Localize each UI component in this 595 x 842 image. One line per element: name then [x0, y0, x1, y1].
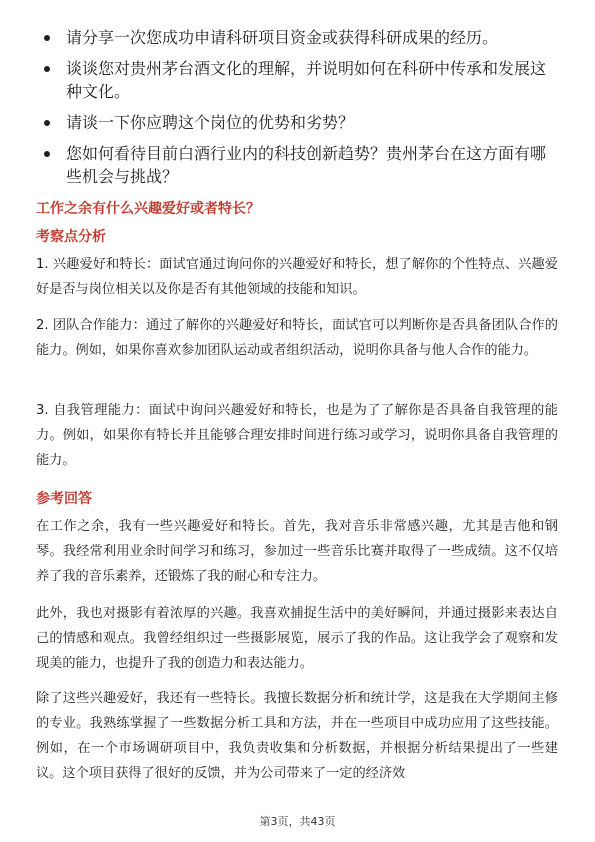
analysis-item: 1. 兴趣爱好和特长：面试官通过询问你的兴趣爱好和特长，想了解你的个性特点、兴趣爱好是否与岗位相关以及你是否有其他领域的技能和知识。	[36, 257, 558, 297]
bullet-icon	[44, 66, 50, 72]
question-list	[40, 26, 558, 196]
answer-heading: 参考回答	[36, 491, 92, 507]
list-item: 请分享一次您成功申请科研项目资金或获得科研成果的经历。	[40, 26, 558, 49]
bullet-icon	[44, 35, 50, 41]
question-title: 工作之余有什么兴趣爱好或者特长？	[36, 201, 260, 217]
page-number: 第3页，共43页	[259, 815, 336, 828]
analysis-item: 2. 团队合作能力：通过了解你的兴趣爱好和特长，面试官可以判断你是否具备团队合作的能力。例如，如果你喜欢参加团队运动或者组织活动，说明你具备与他人合作的能力。	[36, 318, 558, 358]
analysis-heading: 考察点分析	[36, 229, 106, 245]
list-item: 谈谈您对贵州茅台酒文化的理解，并说明如何在科研中传承和发展这种文化。	[40, 57, 558, 103]
answer-paragraph: 除了这些兴趣爱好，我还有一些特长。我擅长数据分析和统计学，这是我在大学期间主修的专业。我熟练掌握了一些数据分析工具和方法，并在一些项目中成功应用了这些技能。例如，在一个市场调研项目中，我负责收集和分析数据，并根据分析结果提出了一些建议。这个项目获得了很好的反馈，并为公司带来了一定的经济效	[36, 691, 558, 781]
list-item: 您如何看待目前白酒行业内的科技创新趋势？贵州茅台在这方面有哪些机会与挑战？	[40, 142, 558, 188]
bullet-icon	[44, 120, 50, 126]
list-item: 请谈一下你应聘这个岗位的优势和劣势？	[40, 111, 558, 134]
answer-paragraph: 此外，我也对摄影有着浓厚的兴趣。我喜欢捕捉生活中的美好瞬间，并通过摄影来表达自己的情感和观点。我曾经组织过一些摄影展览，展示了我的作品。这让我学会了观察和发现美的能力，也提升了我的创造力和表达能力。	[36, 606, 558, 671]
analysis-item: 3. 自我管理能力：面试中询问兴趣爱好和特长，也是为了了解你是否具备自我管理的能力。例如，如果你有特长并且能够合理安排时间进行练习或学习，说明你具备自我管理的能力。	[36, 403, 558, 468]
answer-paragraph: 在工作之余，我有一些兴趣爱好和特长。首先，我对音乐非常感兴趣，尤其是吉他和钢琴。我经常利用业余时间学习和练习，参加过一些音乐比赛并取得了一些成绩。这不仅培养了我的音乐素养，还锻炼了我的耐心和专注力。	[36, 519, 558, 584]
bullet-icon	[44, 151, 50, 157]
